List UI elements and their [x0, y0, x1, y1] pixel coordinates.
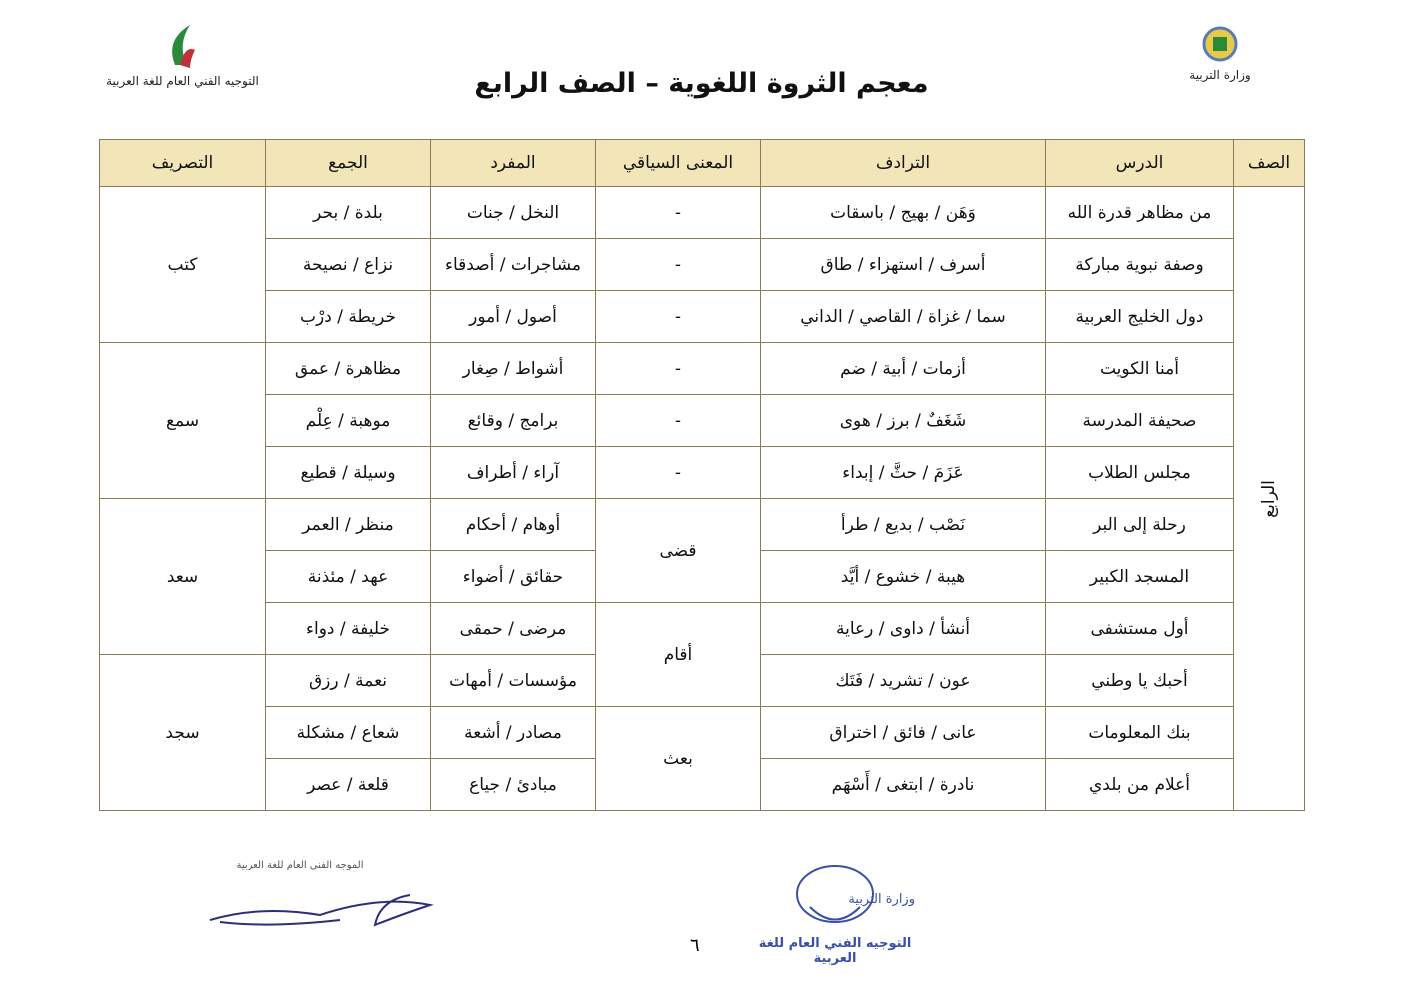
page-title: معجم الثروة اللغوية – الصف الرابع — [474, 68, 929, 99]
plural-cell: نعمة / رزق — [266, 655, 431, 707]
synonyms-cell: نَصْب / بديع / طرأ — [761, 499, 1046, 551]
lesson-cell: مجلس الطلاب — [1046, 447, 1234, 499]
context-meaning-cell: قضى — [596, 499, 761, 603]
lesson-cell: أحبك يا وطني — [1046, 655, 1234, 707]
lesson-cell: صحيفة المدرسة — [1046, 395, 1234, 447]
lesson-cell: أمنا الكويت — [1046, 343, 1234, 395]
table-row — [100, 343, 1305, 395]
official-stamp — [750, 862, 920, 966]
synonyms-cell: أنشأ / داوى / رعاية — [761, 603, 1046, 655]
lesson-cell: أول مستشفى — [1046, 603, 1234, 655]
signature — [200, 860, 440, 940]
table-row — [100, 603, 1305, 655]
column-header: المعنى السياقي — [596, 140, 761, 187]
plural-cell: نزاع / نصيحة — [266, 239, 431, 291]
lesson-cell: رحلة إلى البر — [1046, 499, 1234, 551]
column-header: الصف — [1234, 140, 1305, 187]
stamp-text: التوجيه الفني العام للغة العربية — [758, 936, 912, 966]
singular-cell: مبادئ / جياع — [431, 759, 596, 811]
right-org-name: وزارة التربية — [1189, 68, 1251, 82]
context-meaning-cell: بعث — [596, 707, 761, 811]
signature-icon — [200, 870, 440, 940]
plural-cell: عهد / مئذنة — [266, 551, 431, 603]
table-row — [100, 707, 1305, 759]
synonyms-cell: نادرة / ابتغى / أَسْهَم — [761, 759, 1046, 811]
signature-caption: الموجه الفني العام للغة العربية — [236, 860, 364, 870]
conjugation-cell: سعد — [100, 499, 266, 655]
ministry-emblem-icon — [1175, 22, 1265, 64]
singular-cell: أصول / أمور — [431, 291, 596, 343]
vocabulary-table — [99, 139, 1305, 811]
plural-cell: خليفة / دواء — [266, 603, 431, 655]
column-header: الدرس — [1046, 140, 1234, 187]
conjugation-cell: كتب — [100, 187, 266, 343]
context-meaning-cell: - — [596, 395, 761, 447]
singular-cell: أوهام / أحكام — [431, 499, 596, 551]
plural-cell: موهبة / عِلْم — [266, 395, 431, 447]
singular-cell: مرضى / حمقى — [431, 603, 596, 655]
stamp-org: وزارة التربية — [848, 892, 915, 907]
plural-cell: مظاهرة / عمق — [266, 343, 431, 395]
synonyms-cell: أسرف / استهزاء / طاق — [761, 239, 1046, 291]
table-row — [100, 239, 1305, 291]
plural-cell: قلعة / عصر — [266, 759, 431, 811]
singular-cell: مصادر / أشعة — [431, 707, 596, 759]
left-org-name: التوجيه الفني العام للغة العربية — [106, 74, 259, 88]
synonyms-cell: وَهَن / بهيج / باسقات — [761, 187, 1046, 239]
synonyms-cell: شَغَفٌ / برز / هوى — [761, 395, 1046, 447]
context-meaning-cell: أقام — [596, 603, 761, 707]
synonyms-cell: هيبة / خشوع / أيَّد — [761, 551, 1046, 603]
plural-cell: شعاع / مشكلة — [266, 707, 431, 759]
left-org-logo — [95, 20, 270, 88]
column-header: المفرد — [431, 140, 596, 187]
page-number: ٦ — [690, 935, 700, 956]
context-meaning-cell: - — [596, 239, 761, 291]
plural-cell: خريطة / درْب — [266, 291, 431, 343]
lesson-cell: وصفة نبوية مباركة — [1046, 239, 1234, 291]
synonyms-cell: عَزَمَ / حثَّ / إبداء — [761, 447, 1046, 499]
column-header: الترادف — [761, 140, 1046, 187]
singular-cell: برامج / وقائع — [431, 395, 596, 447]
table-row — [100, 395, 1305, 447]
column-header: الجمع — [266, 140, 431, 187]
synonyms-cell: سما / غزاة / القاصي / الداني — [761, 291, 1046, 343]
singular-cell: آراء / أطراف — [431, 447, 596, 499]
conjugation-cell: سجد — [100, 655, 266, 811]
singular-cell: مشاجرات / أصدقاء — [431, 239, 596, 291]
singular-cell: حقائق / أضواء — [431, 551, 596, 603]
context-meaning-cell: - — [596, 187, 761, 239]
arabic-guidance-logo-icon — [95, 20, 270, 70]
conjugation-cell: سمع — [100, 343, 266, 499]
context-meaning-cell: - — [596, 343, 761, 395]
grade-cell — [1234, 187, 1305, 811]
singular-cell: النخل / جنات — [431, 187, 596, 239]
singular-cell: مؤسسات / أمهات — [431, 655, 596, 707]
plural-cell: بلدة / بحر — [266, 187, 431, 239]
context-meaning-cell: - — [596, 291, 761, 343]
lesson-cell: دول الخليج العربية — [1046, 291, 1234, 343]
synonyms-cell: عون / تشريد / فَتَك — [761, 655, 1046, 707]
plural-cell: منظر / العمر — [266, 499, 431, 551]
context-meaning-cell: - — [596, 447, 761, 499]
grade-label: الرابع — [1258, 479, 1279, 518]
lesson-cell: بنك المعلومات — [1046, 707, 1234, 759]
plural-cell: وسيلة / قطيع — [266, 447, 431, 499]
synonyms-cell: أزمات / أبية / ضم — [761, 343, 1046, 395]
lesson-cell: أعلام من بلدي — [1046, 759, 1234, 811]
table-row — [100, 187, 1305, 239]
lesson-cell: من مظاهر قدرة الله — [1046, 187, 1234, 239]
column-header: التصريف — [100, 140, 266, 187]
singular-cell: أشواط / صِغار — [431, 343, 596, 395]
lesson-cell: المسجد الكبير — [1046, 551, 1234, 603]
table-row — [100, 499, 1305, 551]
table-row — [100, 291, 1305, 343]
table-row — [100, 447, 1305, 499]
synonyms-cell: عانى / فائق / اختراق — [761, 707, 1046, 759]
right-org-logo — [1175, 22, 1265, 82]
